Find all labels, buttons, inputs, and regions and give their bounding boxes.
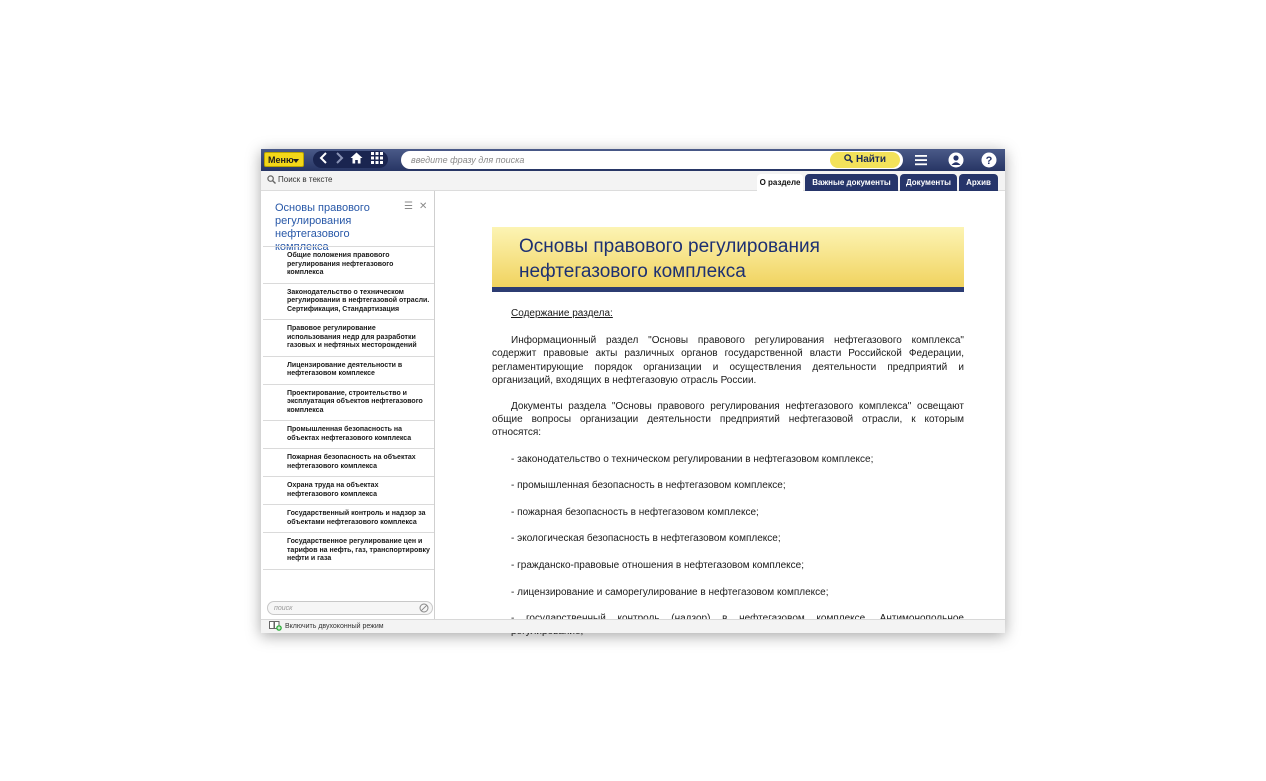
home-button[interactable] [348,151,365,168]
sidebar-item[interactable]: Правовое регулирование использования недр для разработки газовых и нефтяных месторождений [263,320,434,357]
text-search-label: Поиск в тексте [278,175,333,184]
app-window [261,149,1005,633]
tab-label: О разделе [759,178,801,187]
user-profile-button[interactable] [947,151,965,169]
page-title: Основы правового регулирования нефтегазового комплекса [519,236,820,282]
apps-button[interactable] [368,151,385,168]
sidebar-title: Основы правового регулирования нефтегазового комплекса [275,202,370,253]
sidebar-item[interactable]: Охрана труда на объектах нефтегазового комплекса [263,477,434,505]
sidebar-item[interactable]: Проектирование, строительство и эксплуатация объектов нефтегазового комплекса [263,385,434,422]
list-item: - промышленная безопасность в нефтегазовом комплексе; [511,480,786,492]
global-search-box [401,151,903,169]
tab-important-documents[interactable] [805,174,898,191]
list-item: - пожарная безопасность в нефтегазовом комплексе; [511,506,759,518]
navigation-group [313,151,388,168]
document-view [436,191,1005,619]
list-item: - экологическая безопасность в нефтегазовом комплексе; [511,533,781,545]
search-icon [267,175,276,184]
hamburger-menu-button[interactable] [912,151,930,169]
sidebar-search-input[interactable] [274,602,414,614]
search-input[interactable] [411,151,821,169]
sidebar-list [263,246,434,570]
sub-toolbar [261,171,1005,191]
tab-label: Архив [966,178,991,187]
sidebar-item[interactable]: Общие положения правового регулирования нефтегазового комплекса [263,247,434,284]
tab-label: Важные документы [812,178,891,187]
paragraph: Информационный раздел "Основы правового регулирования нефтегазового комплекса" содержит правовые акты различных органов государственной власти Российской Федерации, регламентирующие порядок организации и осуществления деятельности предприятий и организаций, входящих в нефтегазовую отрасль России. [492,335,964,386]
toc-link[interactable]: Содержание раздела: [511,308,613,319]
clear-icon[interactable] [419,603,429,613]
sidebar-item[interactable]: Пожарная безопасность на объектах нефтегазового комплекса [263,449,434,477]
text-search-link[interactable] [267,175,333,184]
sidebar-item[interactable]: Лицензирование деятельности в нефтегазовом комплексе [263,357,434,385]
forward-arrow-icon [334,152,344,164]
list-item: - гражданско-правовые отношения в нефтегазовом комплексе; [511,560,804,571]
close-icon[interactable]: ✕ [419,201,428,212]
caret-down-icon [293,159,299,163]
tab-documents[interactable] [900,174,957,191]
tab-about-section[interactable] [757,174,803,191]
help-button[interactable] [980,151,998,169]
sidebar-item[interactable]: Государственный контроль и надзор за объектами нефтегазового комплекса [263,505,434,533]
home-icon [350,152,363,164]
menu-button-label: Меню [268,155,294,165]
document-body [492,307,964,639]
list-item: - законодательство о техническом регулировании в нефтегазовом комплексе; [511,453,874,465]
find-button-label: Найти [856,154,886,165]
menu-button[interactable] [264,152,304,167]
back-arrow-icon [319,152,329,164]
bottom-bar [261,619,1005,633]
svg-text:?: ? [985,155,993,167]
sidebar-search-box [267,601,433,615]
document-banner [492,227,964,292]
list-item: - лицензирование и саморегулирование в нефтегазовом комплексе; [511,586,829,598]
tab-archive[interactable] [959,174,998,191]
sidebar [261,191,435,619]
dual-window-mode-toggle[interactable] [269,621,384,631]
search-icon [844,154,853,163]
grid-icon [371,152,383,164]
dual-window-mode-label: Включить двухоконный режим [285,623,384,630]
sidebar-item[interactable]: Промышленная безопасность на объектах нефтегазового комплекса [263,421,434,449]
user-icon [947,151,965,169]
paragraph: Документы раздела "Основы правового регулирования нефтегазового комплекса" освещают общие вопросы организации деятельности предприятий нефтегазовой отрасли, к которым относятся: [492,401,964,439]
hamburger-menu-icon [912,151,930,169]
tab-label: Документы [906,178,951,187]
sidebar-item[interactable]: Государственное регулирование цен и тарифов на нефть, газ, транспортировку нефти и газа [263,533,434,570]
find-button[interactable] [830,152,900,168]
list-view-icon[interactable]: ☰ [404,201,413,212]
top-toolbar [261,149,1005,171]
dual-window-icon [269,621,282,631]
help-icon [980,151,998,169]
sidebar-item[interactable]: Законодательство о техническом регулировании в нефтегазовой отрасли. Сертификация, Стандартизация [263,284,434,321]
forward-button[interactable] [330,151,347,168]
